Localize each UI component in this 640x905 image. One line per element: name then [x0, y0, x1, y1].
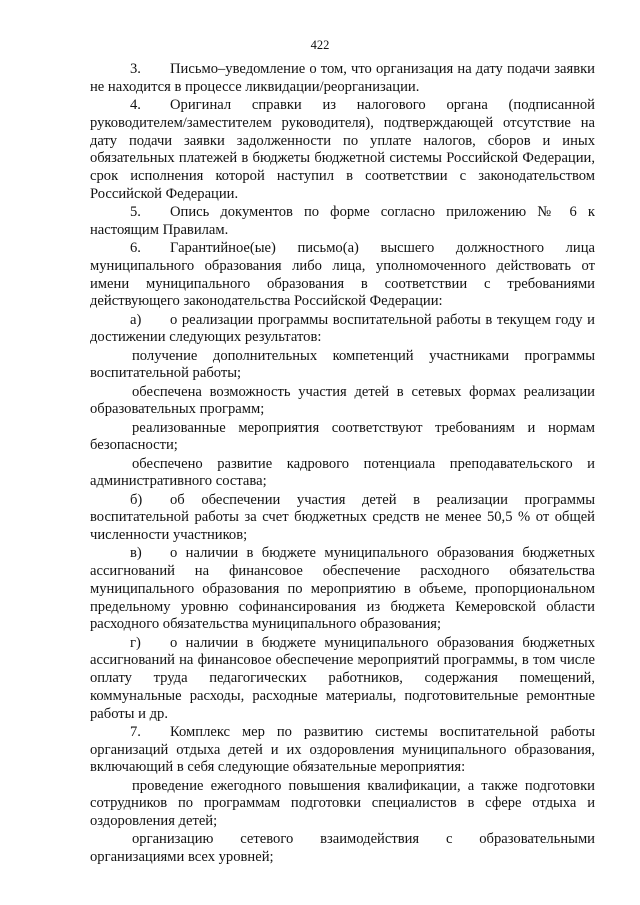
- paragraph-text: об обеспечении участия детей в реализации программы воспитательной работы за счет бюджетных средств не менее 50,5 % от общей численности участников;: [90, 491, 595, 543]
- numbered-paragraph: [90, 240, 595, 311]
- list-paragraph: получение дополнительных компетенций участниками программы воспитательной работы;: [90, 347, 595, 382]
- paragraph-text: о реализации программы воспитательной работы в текущем году и достижении следующих результатов:: [90, 311, 595, 346]
- list-paragraph: обеспечена возможность участия детей в сетевых формах реализации образовательных программ;: [90, 383, 595, 418]
- document-body: [90, 61, 595, 867]
- numbered-paragraph: [90, 724, 595, 777]
- list-paragraph: реализованные мероприятия соответствуют требованиям и нормам безопасности;: [90, 419, 595, 454]
- paragraph-number: г): [130, 634, 141, 651]
- numbered-paragraph: [90, 204, 595, 240]
- list-paragraph: организацию сетевого взаимодействия с образовательными организациями всех уровней;: [90, 831, 595, 865]
- list-paragraph: обеспечено развитие кадрового потенциала преподавательского и административного состава;: [90, 455, 595, 490]
- numbered-paragraph: [90, 545, 595, 634]
- numbered-paragraph: [90, 97, 595, 204]
- paragraph-number: б): [130, 491, 143, 508]
- paragraph-number: 4.: [130, 97, 141, 113]
- paragraph-text: Опись документов по форме согласно приложению № 6 к настоящим Правилам.: [90, 204, 595, 238]
- paragraph-number: а): [130, 311, 142, 328]
- paragraph-number: 3.: [130, 61, 141, 77]
- paragraph-number: 6.: [130, 240, 141, 256]
- paragraph-text: Письмо–уведомление о том, что организация на дату подачи заявки не находится в процессе ликвидации/реорганизации.: [90, 61, 595, 95]
- paragraph-text: о наличии в бюджете муниципального образования бюджетных ассигнований на финансовое обеспечение расходного обязательства муниципального образования по мероприятию в объеме, пропорциональном предельному уровню софинансирования из бюджета Кемеровской области расходного обязательства муниципального образования;: [90, 545, 595, 633]
- numbered-paragraph: [90, 492, 595, 545]
- paragraph-text: о наличии в бюджете муниципального образования бюджетных ассигнований на финансовое обеспечение мероприятий программы, в том числе оплату труда педагогических работников, содержания помещений, коммунальные расходы, расходные материалы, подготовительные ремонтные работы и др.: [90, 634, 595, 722]
- list-paragraph: проведение ежегодного повышения квалификации, а также подготовки сотрудников по программам подготовки специалистов в сфере отдыха и оздоровления детей;: [90, 777, 595, 829]
- paragraph-text: Оригинал справки из налогового органа (подписанной руководителем/заместителем руководителя), подтверждающей отсутствие на дату подачи заявки задолженности по уплате налогов, сборов и иных обязательных платежей в бюджеты бюджетной системы Российской Федерации, срок исполнения которой наступил в соответствии с законодательством Российской Федерации.: [90, 97, 595, 202]
- paragraph-text: Гарантийное(ые) письмо(а) высшего должностного лица муниципального образования либо лица, уполномоченного действовать от имени муниципального образования в соответствии с требованиями действующего законодательства Российской Федерации:: [90, 240, 595, 310]
- numbered-paragraph: [90, 635, 595, 724]
- numbered-paragraph: [90, 312, 595, 348]
- numbered-paragraph: [90, 61, 595, 97]
- paragraph-text: Комплекс мер по развитию системы воспитательной работы организаций отдыха детей и их оздоровления муниципального образования, включающий в себя следующие обязательные мероприятия:: [90, 723, 595, 776]
- paragraph-number: 7.: [130, 723, 141, 740]
- page-number: 422: [310, 38, 330, 52]
- paragraph-number: в): [130, 545, 142, 562]
- paragraph-number: 5.: [130, 204, 141, 220]
